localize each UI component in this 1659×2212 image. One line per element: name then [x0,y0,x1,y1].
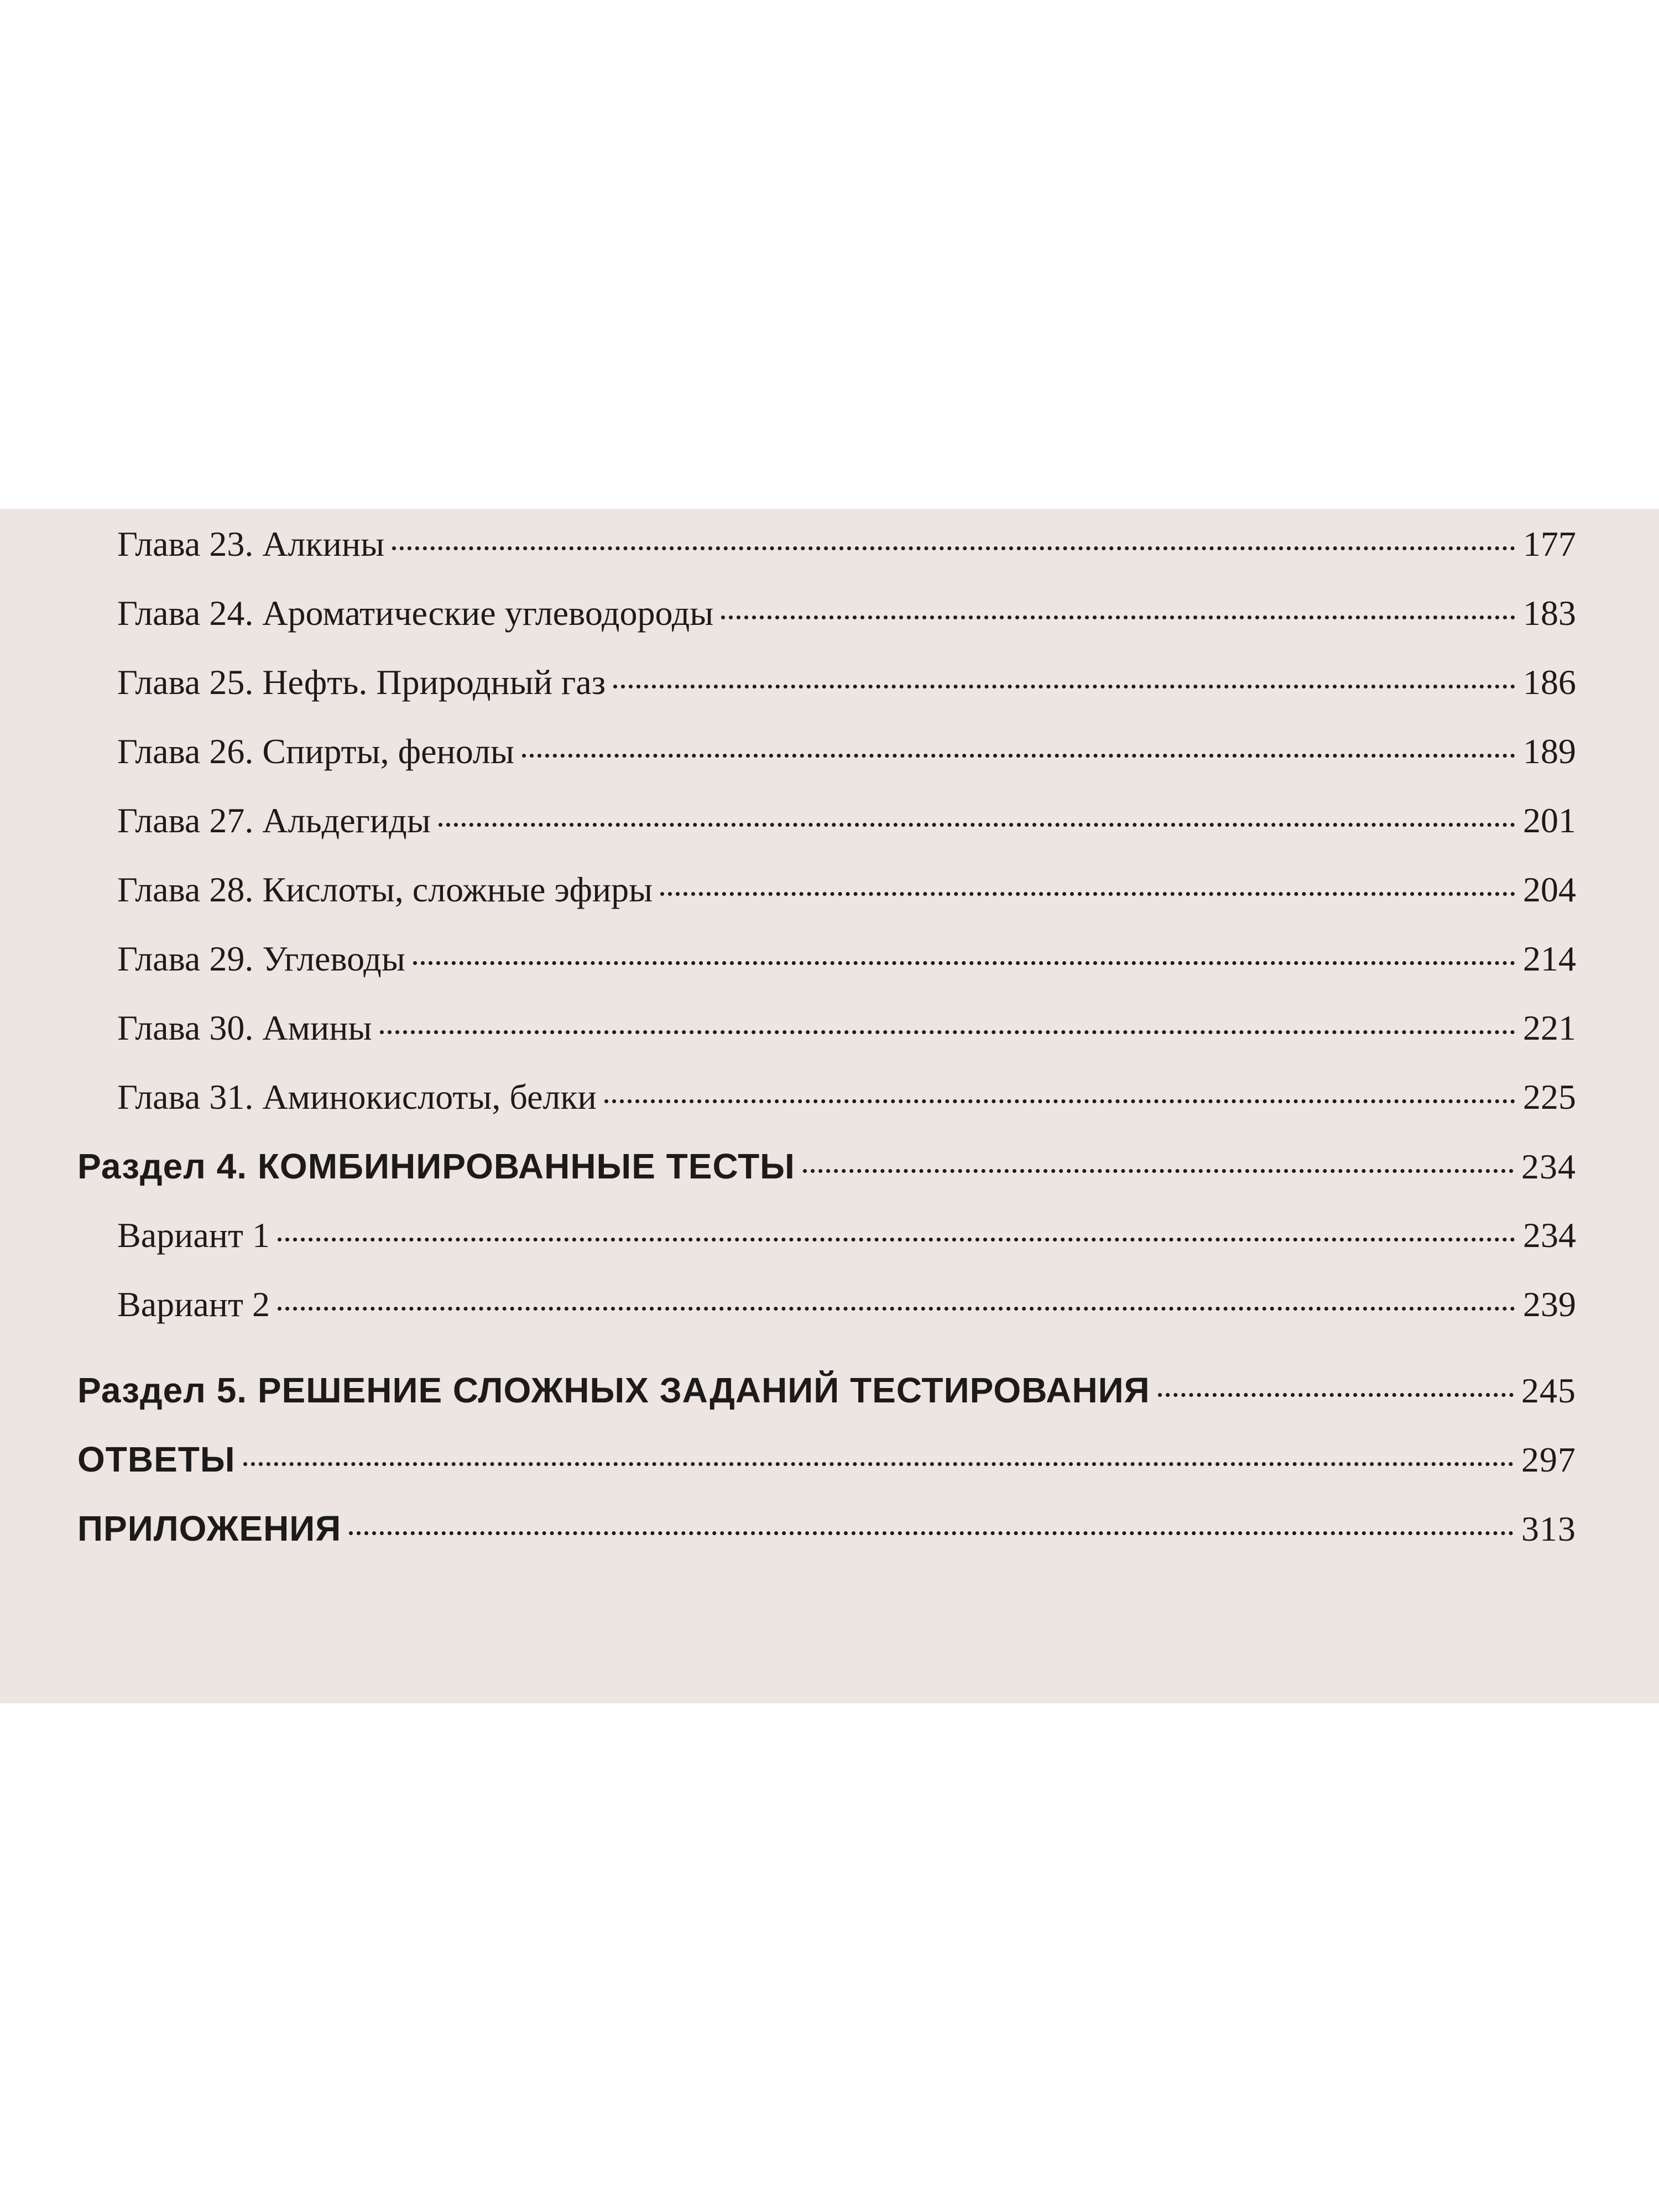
toc-entry-page: 214 [1523,939,1576,978]
dot-leader [380,1030,1515,1034]
toc-entry-page: 225 [1523,1077,1576,1117]
toc-entry-chapter-29 [77,941,1576,1010]
dot-leader [522,754,1515,758]
toc-entry-appendices [77,1511,1576,1580]
toc-entry-label: Глава 29. Углеводы [117,939,405,978]
toc-entry-chapter-23 [77,526,1576,596]
toc-entry-label: Раздел 4. КОМБИНИРОВАННЫЕ ТЕСТЫ [77,1146,795,1186]
toc-entry-page: 177 [1523,524,1576,564]
dot-leader [660,892,1515,896]
toc-entry-page: 245 [1521,1371,1576,1410]
toc-entry-chapter-27 [77,803,1576,872]
dot-leader [439,823,1515,827]
toc-entry-label: Глава 26. Спирты, фенолы [117,732,514,771]
toc-entry-label: ОТВЕТЫ [77,1439,236,1479]
dot-leader [1158,1393,1514,1397]
toc-entry-label: Глава 25. Нефть. Природный газ [117,662,606,702]
dot-leader [803,1169,1514,1173]
toc-entry-label: Вариант 2 [117,1285,270,1324]
toc-entry-page: 239 [1523,1285,1576,1324]
toc-entry-label: Вариант 1 [117,1215,270,1255]
toc-entry-variant-2 [77,1287,1576,1356]
dot-leader [392,546,1515,550]
toc-entry-page: 189 [1523,732,1576,771]
toc-entry-chapter-31 [77,1079,1576,1149]
toc-entry-chapter-28 [77,872,1576,941]
toc-entry-chapter-25 [77,662,1576,734]
toc-entry-label: Глава 23. Алкины [117,524,385,564]
dot-leader [604,1099,1515,1103]
dot-leader [413,961,1515,965]
toc-entry-page: 297 [1521,1440,1576,1479]
toc-entry-label: Глава 30. Амины [117,1008,372,1047]
table-of-contents [77,526,1576,1580]
toc-entry-label: Глава 24. Ароматические углеводороды [117,593,714,633]
toc-entry-label: Глава 31. Аминокислоты, белки [117,1077,597,1117]
toc-entry-page: 186 [1523,662,1576,702]
toc-entry-label: Раздел 5. РЕШЕНИЕ СЛОЖНЫХ ЗАДАНИЙ ТЕСТИРОВАНИЯ [77,1370,1150,1410]
dot-leader [721,615,1515,619]
toc-entry-chapter-26 [77,734,1576,803]
toc-entry-chapter-24 [77,593,1576,665]
toc-entry-page: 183 [1523,593,1576,633]
toc-entry-label: Глава 28. Кислоты, сложные эфиры [117,870,653,909]
dot-leader [613,685,1515,688]
toc-entry-page: 313 [1521,1509,1576,1548]
toc-entry-answers [77,1439,1576,1511]
toc-entry-page: 204 [1523,870,1576,909]
toc-entry-page: 221 [1523,1008,1576,1047]
dot-leader [349,1531,1514,1535]
toc-entry-page: 234 [1521,1147,1576,1186]
toc-entry-page: 201 [1523,801,1576,840]
toc-entry-section-4 [77,1146,1576,1218]
toc-entry-label: Глава 27. Альдегиды [117,801,431,840]
toc-entry-page: 234 [1523,1215,1576,1255]
dot-leader [243,1462,1514,1466]
toc-entry-label: ПРИЛОЖЕНИЯ [77,1509,342,1548]
dot-leader [278,1307,1515,1311]
toc-entry-section-5 [77,1370,1576,1442]
toc-entry-variant-1 [77,1215,1576,1287]
toc-entry-chapter-30 [77,1010,1576,1079]
dot-leader [278,1238,1515,1241]
